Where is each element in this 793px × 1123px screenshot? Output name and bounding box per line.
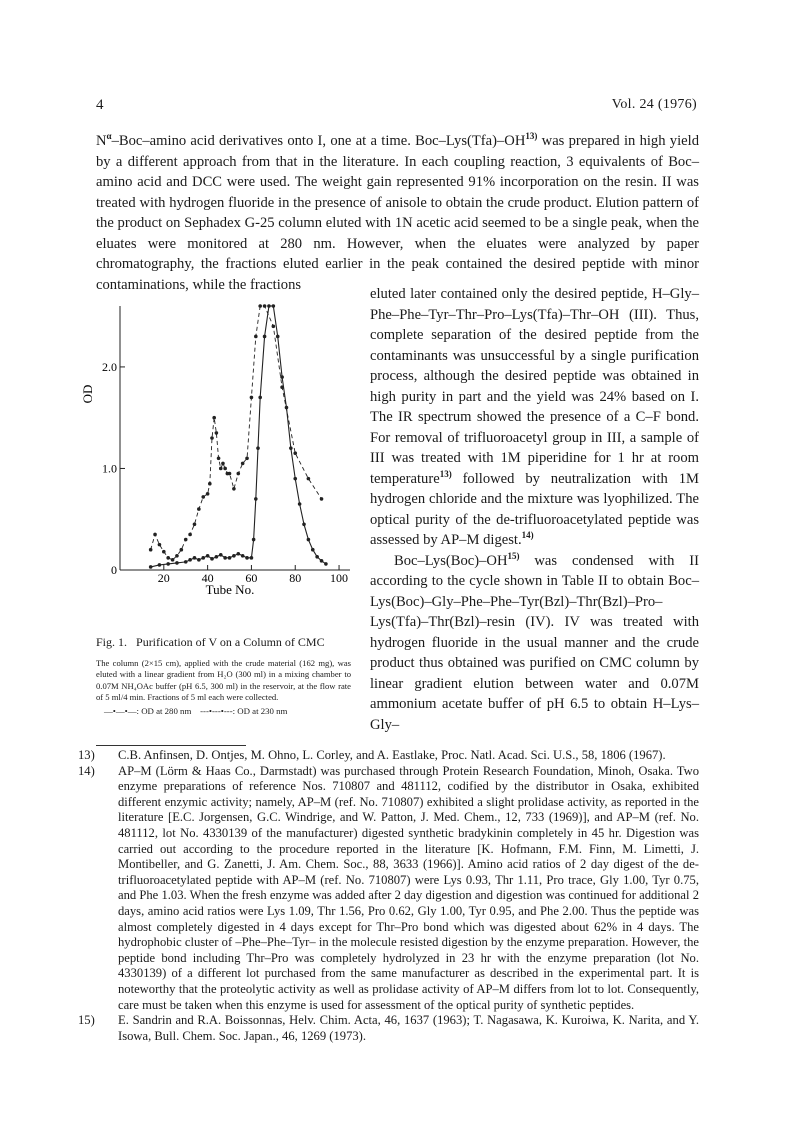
footnote-rule (96, 745, 246, 746)
data-point-280nm (250, 556, 254, 560)
data-point-280nm (223, 556, 227, 560)
caption-title (96, 634, 351, 650)
data-point-230nm (188, 533, 192, 537)
data-point-230nm (166, 556, 170, 560)
data-point-280nm (245, 556, 249, 560)
data-point-280nm (201, 556, 205, 560)
data-point-280nm (311, 548, 315, 552)
data-point-280nm (188, 558, 192, 562)
data-point-230nm (219, 467, 223, 471)
footnote-text: C.B. Anfinsen, D. Ontjes, M. Ohno, L. Corley, and A. Eastlake, Proc. Natl. Acad. Sci. U.S., 58, 1806 (1967). (118, 748, 666, 762)
data-point-230nm (180, 548, 184, 552)
elution-chart (80, 296, 370, 616)
data-point-230nm (175, 554, 179, 558)
data-point-230nm (232, 487, 236, 491)
data-point-230nm (208, 482, 212, 486)
body-text: was condensed with II according to the cycle shown in Table II to obtain Boc–Lys(Boc)–Gly–Phe–Phe–Tyr(Bzl)–Thr(Bzl)–Pro–Lys(Tfa)–Thr(Bzl)–resin (IV). IV was treated with hydrogen fluoride in the usual manner and the crude product thus obtained was purified on CMC column by linear gradient elution between water and 0.07M ammonium acetate buffer of pH 6.5 to obtain H–Lys–Gly– (370, 552, 699, 733)
data-point-230nm (272, 325, 276, 329)
data-point-280nm (320, 559, 324, 563)
data-point-230nm (236, 472, 240, 476)
data-point-280nm (267, 304, 271, 308)
data-point-230nm (184, 538, 188, 542)
data-point-280nm (175, 561, 179, 565)
data-point-230nm (201, 495, 205, 499)
data-point-280nm (228, 556, 232, 560)
body-text: N (96, 133, 107, 149)
data-point-230nm (250, 396, 254, 400)
footnote-13 (78, 748, 699, 764)
body-text: followed by neutralization with 1M hydrogen chloride and the mixture was lyophilized. The optical purity of the de-trifluoroacetylated peptide was assessed by AP–M digest. (370, 470, 699, 548)
data-point-230nm (223, 467, 227, 471)
data-point-230nm (217, 457, 221, 461)
x-tick-label: 40 (201, 571, 214, 585)
data-point-230nm (215, 431, 219, 435)
data-point-230nm (221, 462, 225, 466)
data-point-280nm (184, 560, 188, 564)
data-point-280nm (272, 304, 276, 308)
legend-280: —•—•—: OD at 280 nm (104, 706, 192, 716)
reference-15: 15) (507, 550, 520, 561)
reference-14: 14) (521, 530, 534, 541)
footnote-text: AP–M (Lörm & Haas Co., Darmstadt) was purchased through Protein Research Foundation, Minoh, Osaka. Two enzyme preparations of reference Nos. 710807 and 481112, codified by the distributor in Osaka, exhibited different enzymic activity; namely, AP–M (ref. No. 710807) exhibited a slight prolidase activity, as reported in the literature [E.C. Jorgensen, G.C. Windrige, and W. Patton, J. Med. Chem., 12, 733 (1969)], and AP–M (ref. No. 481112, lot No. 4330139 of the manufacturer) digested synthetic bradykinin completely in 45 hr. Digestion was carried out according to the procedure reported in the literature [K. Hofmann, F.M. Finn, M. Limetti, J. Montibeller, and G. Zanetti, J. Am. Chem. Soc., 88, 3633 (1966)]. Amino acid ratios of 2 day digest of the de-trifluoroacetylated peptide with AP–M (ref. No. 710807) were Lys 0.93, Thr 1.11, Pro trace, Gly 1.00, Tyr 0.75, and Phe 1.03. When the fresh enzyme was added after 2 day digestion and digestion was continued for additional 2 days, amino acid ratios were Lys 1.09, Thr 1.56, Pro 0.62, Gly 1.00, Tyr 0.95, and Phe 2.00. Thus the peptide was almost completely digested in 4 days except for Thr–Pro bond which was digested about 62% in 4 days. The hydrophobic cluster of –Phe–Phe–Tyr– in the molecule resisted digestion by the enzyme preparation. However, the peptide bond including Thr–Pro was completely hydrolyzed in 23 hr with the enzyme preparation (lot No. 4330139) of a different lot purchased from the same manufacturer as described in the experimental part. It is noteworthy that the proteolytic activity as well as prolidase activity of AP–M differs from lot to lot. Consequently, care must be taken when this enzyme is used for assessment of the optical purity of synthetic peptides. (118, 763, 699, 1012)
data-point-280nm (293, 477, 297, 481)
body-text: –Boc–amino acid derivatives onto I, one at a time. Boc–Lys(Tfa)–OH (111, 133, 526, 149)
data-point-230nm (258, 304, 262, 308)
data-point-280nm (206, 554, 210, 558)
footnote-15 (78, 1013, 699, 1044)
data-point-230nm (245, 457, 249, 461)
data-point-280nm (298, 502, 302, 506)
page-number: 4 (96, 97, 104, 113)
reference-13: 13) (525, 131, 538, 142)
reference-13: 13) (439, 468, 452, 479)
figure-caption (96, 634, 351, 703)
x-tick-label: 20 (157, 571, 170, 585)
data-point-280nm (256, 446, 260, 450)
legend-230: ---•---•---: OD at 230 nm (200, 706, 288, 716)
footnote-number: 14) (78, 763, 95, 778)
y-axis-label: OD (80, 384, 95, 404)
data-point-280nm (302, 523, 306, 527)
data-point-230nm (149, 548, 153, 552)
data-point-280nm (215, 555, 219, 559)
data-point-280nm (210, 557, 214, 561)
data-point-280nm (236, 552, 240, 556)
footnote-number: 13) (78, 748, 95, 762)
x-tick-label: 60 (245, 571, 258, 585)
data-point-280nm (276, 335, 280, 339)
body-column-right (370, 284, 699, 735)
paragraph-1 (370, 284, 699, 551)
data-point-230nm (206, 492, 210, 496)
footnote-14 (78, 763, 699, 1014)
data-point-230nm (263, 304, 267, 308)
series-line-230nm (151, 306, 322, 560)
alpha-superscript: α (106, 131, 112, 142)
chart-legend (104, 706, 287, 716)
body-text: was prepared in high yield by a different approach from that in the literature. In each coupling reaction, 3 equivalents of Boc–amino acid and DCC were used. The weight gain represented 91% incorporation on the resin. II was treated with hydrogen fluoride in the presence of anisole to obtain the crude product. Elution pattern of the product on Sephadex G-25 column eluted with 1N acetic acid seemed to be a single peak, when the eluates were monitored at 280 nm. However, when the eluates were analyzed by paper chromatography, the fractions eluted earlier in the peak contained the desired peptide with minor contaminations, while the fractions (96, 133, 699, 293)
data-point-230nm (210, 436, 214, 440)
x-tick-label: 80 (289, 571, 302, 585)
data-point-230nm (241, 462, 245, 466)
data-point-230nm (158, 543, 162, 547)
y-tick-label: 1.0 (102, 461, 117, 476)
y-tick-label: 2.0 (102, 359, 117, 374)
data-point-230nm (153, 533, 157, 537)
body-text: Boc–Lys(Boc)–OH (394, 552, 508, 569)
data-point-280nm (241, 554, 245, 558)
data-point-230nm (228, 472, 232, 476)
data-point-230nm (320, 497, 324, 501)
footnote-number: 15) (78, 1013, 95, 1028)
data-point-280nm (254, 497, 258, 501)
paragraph-2 (370, 551, 699, 736)
footnotes (78, 748, 699, 1044)
data-point-280nm (315, 555, 319, 559)
data-point-280nm (149, 565, 153, 569)
data-point-280nm (307, 538, 311, 542)
data-point-280nm (324, 562, 328, 566)
caption-label: Fig. 1. (96, 635, 128, 649)
data-point-280nm (258, 396, 262, 400)
data-point-230nm (212, 416, 216, 420)
data-point-230nm (307, 477, 311, 481)
data-point-230nm (171, 558, 175, 562)
data-point-230nm (162, 550, 166, 554)
data-point-280nm (252, 538, 256, 542)
footnote-text: E. Sandrin and R.A. Boissonnas, Helv. Chim. Acta, 46, 1637 (1963); T. Nagasawa, K. Kuroiwa, K. Narita, and Y. Isowa, Bull. Chem. Soc. Japan., 46, 1269 (1973). (118, 1013, 699, 1043)
data-point-280nm (219, 553, 223, 557)
data-point-230nm (280, 385, 284, 389)
y-tick-label: 0 (111, 563, 117, 577)
journal-volume: Vol. 24 (1976) (611, 97, 697, 112)
data-point-280nm (197, 558, 201, 562)
data-point-230nm (254, 335, 258, 339)
data-point-280nm (289, 446, 293, 450)
data-point-230nm (197, 507, 201, 511)
body-paragraph-top (96, 131, 699, 295)
data-point-230nm (193, 523, 197, 527)
series-line-280nm (151, 306, 326, 567)
caption-text: Purification of V on a Column of CMC (136, 635, 325, 649)
data-point-280nm (232, 554, 236, 558)
data-point-230nm (293, 451, 297, 455)
data-point-280nm (263, 335, 267, 339)
figure-1-chart (80, 296, 370, 616)
body-text: eluted later contained only the desired peptide, H–Gly–Phe–Phe–Tyr–Thr–Pro–Lys(Tfa)–Thr–OH (III). Thus, complete separation of the desired peptide from the contaminants was unsuccessful by a single purification process, although the desired peptide was obtained in high purity in part and the yield was 24% based on I. The IR spectrum showed the presence of a C–F bond. For removal of trifluoroacetyl group in III, a sample of III was treated with 1M piperidine for 1 hr at room temperature (370, 286, 699, 487)
caption-note: The column (2×15 cm), applied with the crude material (162 mg), was eluted with a linear gradient from H₂O (300 ml) in a mixing chamber to 0.07M NH₄OAc buffer (pH 6.5, 300 ml) in the reservoir, at the flow rate of 5 ml/4 min. Fractions of 5 ml each were collected. (96, 658, 351, 702)
data-point-280nm (158, 563, 162, 567)
data-point-280nm (193, 556, 197, 560)
data-point-280nm (166, 562, 170, 566)
x-tick-label: 100 (330, 571, 349, 585)
x-axis-label: Tube No. (205, 582, 255, 597)
